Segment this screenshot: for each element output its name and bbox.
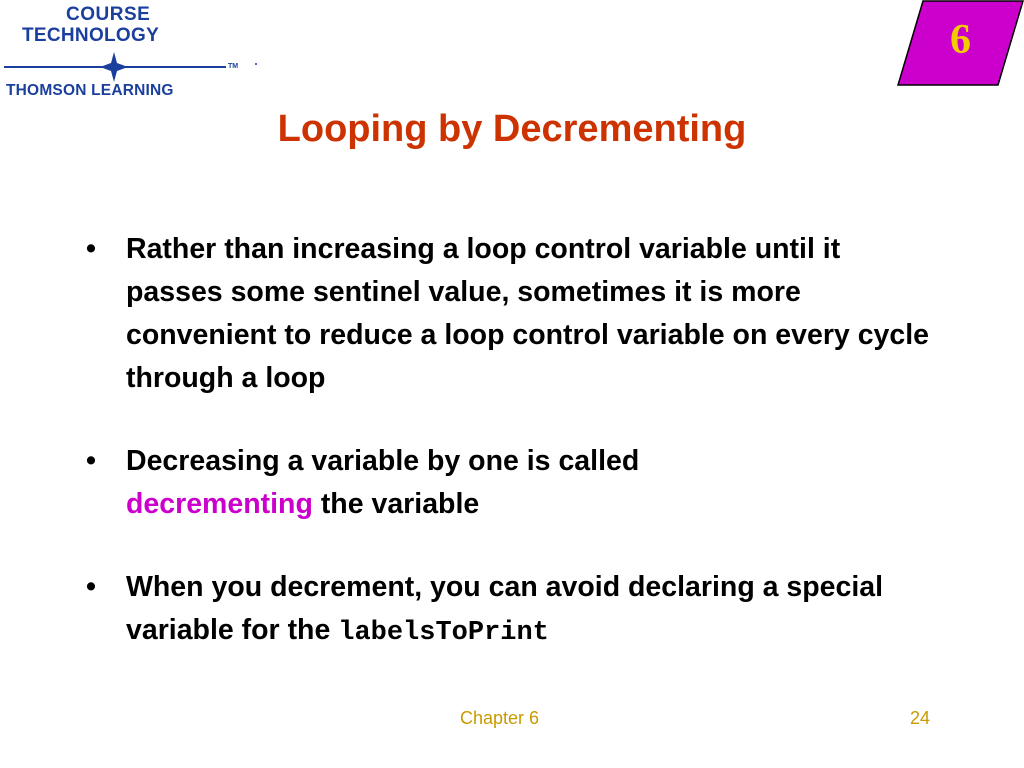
chapter-badge-number: 6 <box>950 17 971 63</box>
chapter-badge <box>897 0 1024 86</box>
bullet-text: Decreasing a variable by one is called <box>126 445 640 477</box>
logo-line-technology: TECHNOLOGY <box>22 25 160 46</box>
bullet-text: Rather than increasing a loop control variable until it passes some sentinel value, sometimes it is more convenient to reduce a loop control variable on every cycle through a loop <box>126 233 930 394</box>
footer-chapter-label: Chapter 6 <box>460 708 540 728</box>
bullet-item <box>86 566 936 655</box>
bullet-marker: • <box>86 233 96 265</box>
slide-title: Looping by Decrementing <box>277 108 747 150</box>
bullet-item <box>86 440 936 526</box>
bullet-item <box>86 228 936 400</box>
bullet-marker: • <box>86 571 96 603</box>
bullet-text: When you decrement, you can avoid declaring a special variable for the <box>126 571 884 646</box>
bullet-text-continued: the variable <box>320 488 480 520</box>
logo-line-course: COURSE <box>66 4 151 25</box>
bullet-marker: • <box>86 445 96 477</box>
code-identifier: labelsToPrint <box>338 618 549 648</box>
logo-line-thomson: THOMSON LEARNING <box>6 82 174 99</box>
bullet-list <box>86 228 936 695</box>
footer-page-number: 24 <box>910 708 931 728</box>
course-technology-logo <box>0 0 260 110</box>
highlighted-term: decrementing <box>126 488 313 520</box>
logo-trademark: TM <box>228 63 239 70</box>
